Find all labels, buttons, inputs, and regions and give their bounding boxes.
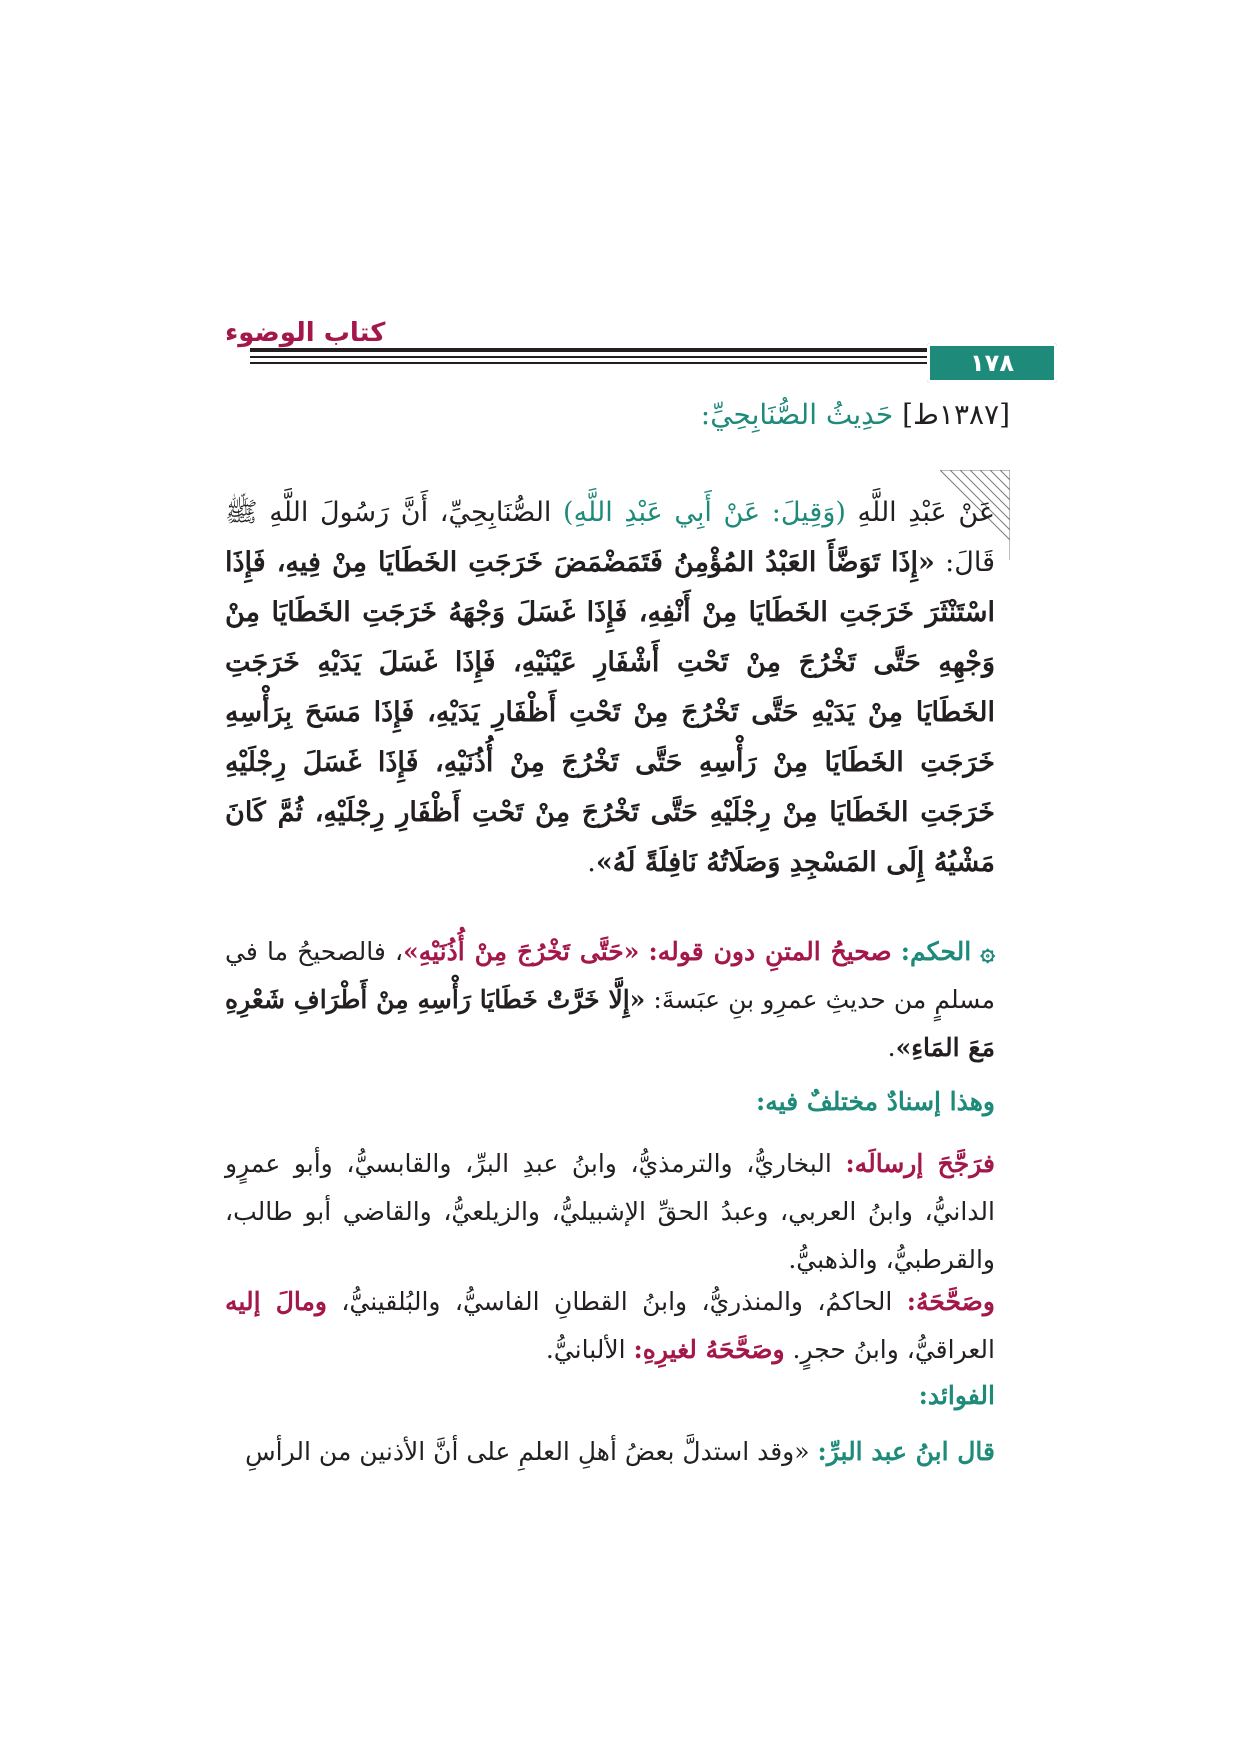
tashih-text: الحاكمُ، والمنذريُّ، وابنُ القطانِ الفاسيُّ، والبُلقينيُّ، <box>341 1287 893 1316</box>
ruling-verdict: صحيحُ المتنِ دون قوله: <box>648 937 892 966</box>
ruling-end: . <box>887 1033 896 1062</box>
ruling-paragraph <box>225 928 995 1072</box>
hadith-text: «إِذَا تَوَضَّأَ العَبْدُ المُؤْمِنُ فَتَمَضْمَضَ خَرَجَتِ الخَطَايَا مِنْ فِيهِ، فَإِذَا اسْتَنْثَرَ خَرَجَتِ الخَطَايَا مِنْ أَنْفِهِ، فَإِذَا غَسَلَ وَجْهَهُ خَرَجَتِ الخَطَايَا مِنْ وَجْهِهِ حَتَّى تَخْرُجَ مِنْ تَحْتِ أَشْفَارِ عَيْنَيْهِ، فَإِذَا غَسَلَ يَدَيْهِ خَرَجَتِ الخَطَايَا مِنْ يَدَيْهِ حَتَّى تَخْرُجَ مِنْ تَحْتِ أَظْفَارِ يَدَيْهِ، فَإِذَا مَسَحَ بِرَأْسِهِ خَرَجَتِ الخَطَايَا مِنْ رَأْسِهِ حَتَّى تَخْرُجَ مِنْ أُذُنَيْهِ، فَإِذَا غَسَلَ رِجْلَيْهِ خَرَجَتِ الخَطَايَا مِنْ رِجْلَيْهِ حَتَّى تَخْرُجَ مِنْ تَحْتِ أَظْفَارِ رِجْلَيْهِ، ثُمَّ كَانَ مَشْيُهُ إِلَى المَسْجِدِ وَصَلَاتُهُ نَافِلَةً لَهُ» <box>225 547 995 878</box>
tashih-label: وصَحَّحَهُ: <box>906 1287 995 1316</box>
hadith-text-block <box>225 488 995 888</box>
ruling-label: الحكم: <box>900 937 972 966</box>
ruling-text: ، فالصحيحُ ما في مسلمٍ من حديثِ عمرِو بنِ عبَسةَ: <box>225 937 995 1014</box>
quote-label: قال ابنُ عبد البرِّ: <box>817 1437 995 1466</box>
tashih-text3: الألبانيُّ. <box>545 1335 626 1364</box>
header-rule-middle <box>250 356 980 358</box>
tarjih-label: فرَجَّحَ إرسالَه: <box>845 1149 996 1178</box>
book-title: كتاب الوضوء <box>225 318 386 348</box>
fawaid-heading: الفوائد: <box>918 1381 995 1410</box>
header-rule-bottom <box>250 362 980 364</box>
tarjih-text: البخاريُّ، والترمذيُّ، وابنُ عبدِ البرِّ، والقابسيُّ، وأبو عمرٍو الدانيُّ، وابنُ العربي، وعبدُ الحقِّ الإشبيليُّ، والزيلعيُّ، والقاضي أبو طالب، والقرطبيُّ، والذهبيُّ. <box>225 1149 995 1274</box>
ruling-quote-muslim: «إِلَّا خَرَّتْ خَطَايَا رَأْسِهِ مِنْ أَطْرَافِ شَعْرِهِ مَعَ المَاءِ» <box>225 985 995 1062</box>
tashih-paragraph <box>225 1278 995 1374</box>
ibn-abd-albarr-quote <box>225 1428 995 1476</box>
section-title: حَدِيثُ الصُّنَابِحِيِّ: <box>700 398 894 431</box>
hadith-end: . <box>587 847 596 878</box>
quote-text: «وقد استدلَّ بعضُ أهلِ العلمِ على أنَّ الأذنين من الرأسِ <box>245 1437 810 1466</box>
tarjih-paragraph <box>225 1140 995 1284</box>
hadith-narrator-alt: (وَقِيلَ: عَنْ أَبِي عَبْدِ اللَّهِ) <box>563 497 846 528</box>
tashih-text2: العراقيُّ، وابنُ حجرٍ. <box>792 1335 995 1364</box>
flower-icon: ۞ <box>980 937 995 966</box>
hadith-narrator: عَنْ عَبْدِ اللَّهِ <box>857 497 995 528</box>
section-heading <box>230 398 1010 431</box>
ruling-quote: «حَتَّى تَخْرُجَ مِنْ أُذُنَيْهِ» <box>403 937 640 966</box>
page-number: ١٧٨ <box>927 343 1057 383</box>
hadith-narrator-suffix: الصُّنَابِحِيِّ، أَنَّ رَسُولَ اللَّهِ ﷺ قَالَ: <box>225 497 995 578</box>
section-number: [١٣٨٧ط] <box>902 398 1010 431</box>
tashih-label2: ومالَ إليه <box>225 1287 327 1316</box>
header-rule-top <box>250 348 980 352</box>
isnad-note: وهذا إسنادٌ مختلفٌ فيه: <box>756 1087 995 1116</box>
tashih-label3: وصَحَّحَهُ لغيرِهِ: <box>633 1335 785 1364</box>
